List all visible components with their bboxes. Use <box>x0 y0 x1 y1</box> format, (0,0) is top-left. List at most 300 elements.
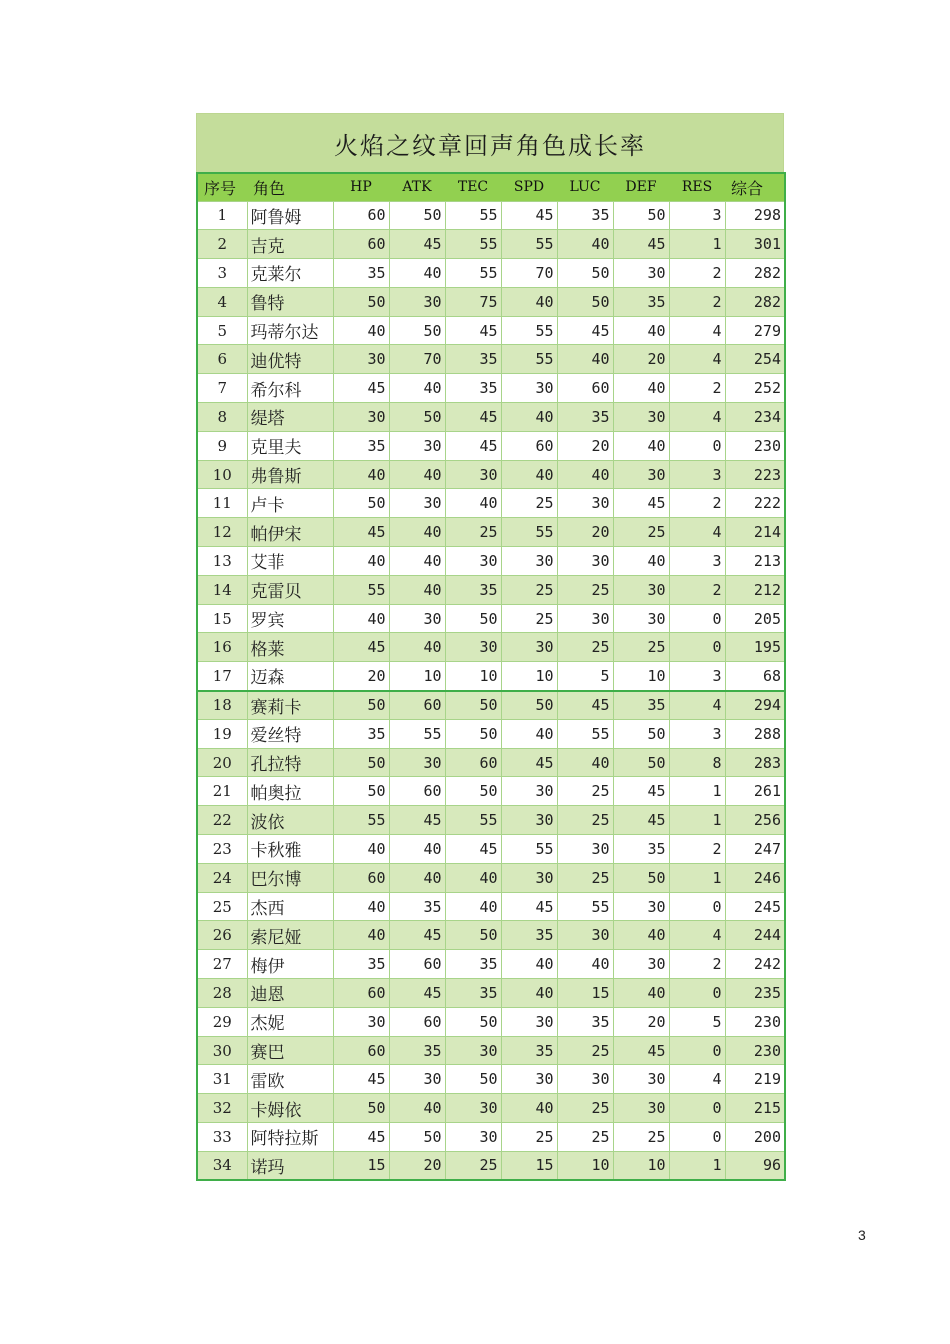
cell-luc: 20 <box>557 431 613 460</box>
cell-atk: 50 <box>389 403 445 432</box>
cell-luc: 25 <box>557 1094 613 1123</box>
cell-index: 26 <box>197 921 247 950</box>
cell-tec: 55 <box>445 230 501 259</box>
cell-def: 35 <box>613 691 669 720</box>
cell-spd: 30 <box>501 806 557 835</box>
cell-hp: 40 <box>333 604 389 633</box>
cell-res: 0 <box>669 892 725 921</box>
cell-total: 68 <box>725 662 785 691</box>
table-row <box>197 575 785 604</box>
cell-tec: 30 <box>445 633 501 662</box>
cell-index: 7 <box>197 374 247 403</box>
cell-atk: 35 <box>389 892 445 921</box>
cell-total: 301 <box>725 230 785 259</box>
cell-index: 17 <box>197 662 247 691</box>
cell-tec: 55 <box>445 201 501 230</box>
cell-luc: 35 <box>557 201 613 230</box>
cell-character: 卡秋雅 <box>247 835 333 864</box>
cell-total: 214 <box>725 518 785 547</box>
table-row <box>197 863 785 892</box>
cell-spd: 40 <box>501 460 557 489</box>
cell-tec: 45 <box>445 835 501 864</box>
cell-atk: 40 <box>389 518 445 547</box>
table-row <box>197 604 785 633</box>
cell-atk: 30 <box>389 431 445 460</box>
cell-spd: 15 <box>501 1151 557 1180</box>
table-row <box>197 230 785 259</box>
cell-res: 4 <box>669 316 725 345</box>
cell-def: 20 <box>613 1007 669 1036</box>
cell-atk: 70 <box>389 345 445 374</box>
cell-index: 8 <box>197 403 247 432</box>
table-row <box>197 460 785 489</box>
table-row <box>197 1151 785 1180</box>
table-row <box>197 403 785 432</box>
cell-res: 0 <box>669 1123 725 1152</box>
cell-character: 弗鲁斯 <box>247 460 333 489</box>
cell-total: 288 <box>725 719 785 748</box>
cell-character: 希尔科 <box>247 374 333 403</box>
cell-spd: 55 <box>501 345 557 374</box>
cell-def: 10 <box>613 1151 669 1180</box>
cell-character: 爱丝特 <box>247 719 333 748</box>
cell-atk: 40 <box>389 374 445 403</box>
cell-total: 205 <box>725 604 785 633</box>
cell-res: 4 <box>669 403 725 432</box>
cell-res: 3 <box>669 719 725 748</box>
cell-tec: 30 <box>445 1036 501 1065</box>
cell-res: 2 <box>669 950 725 979</box>
cell-hp: 30 <box>333 403 389 432</box>
cell-luc: 60 <box>557 374 613 403</box>
cell-total: 222 <box>725 489 785 518</box>
cell-character: 雷欧 <box>247 1065 333 1094</box>
cell-spd: 55 <box>501 316 557 345</box>
table-row <box>197 719 785 748</box>
cell-luc: 35 <box>557 1007 613 1036</box>
cell-tec: 75 <box>445 287 501 316</box>
table-row <box>197 259 785 288</box>
cell-character: 缇塔 <box>247 403 333 432</box>
cell-tec: 55 <box>445 259 501 288</box>
cell-total: 294 <box>725 691 785 720</box>
cell-spd: 30 <box>501 374 557 403</box>
cell-res: 1 <box>669 863 725 892</box>
cell-atk: 40 <box>389 575 445 604</box>
cell-atk: 30 <box>389 748 445 777</box>
table-row <box>197 518 785 547</box>
cell-def: 30 <box>613 950 669 979</box>
page-number: 3 <box>858 1227 866 1243</box>
cell-def: 20 <box>613 345 669 374</box>
cell-res: 1 <box>669 1151 725 1180</box>
cell-luc: 45 <box>557 316 613 345</box>
cell-res: 0 <box>669 979 725 1008</box>
cell-hp: 35 <box>333 950 389 979</box>
cell-total: 256 <box>725 806 785 835</box>
cell-luc: 50 <box>557 287 613 316</box>
cell-hp: 60 <box>333 863 389 892</box>
cell-hp: 45 <box>333 1065 389 1094</box>
table-title: 火焰之纹章回声角色成长率 <box>196 113 784 172</box>
cell-hp: 50 <box>333 489 389 518</box>
cell-spd: 40 <box>501 979 557 1008</box>
cell-res: 2 <box>669 575 725 604</box>
cell-atk: 30 <box>389 489 445 518</box>
cell-def: 25 <box>613 518 669 547</box>
cell-def: 30 <box>613 1094 669 1123</box>
cell-character: 诺玛 <box>247 1151 333 1180</box>
cell-index: 5 <box>197 316 247 345</box>
table-row <box>197 633 785 662</box>
cell-character: 杰西 <box>247 892 333 921</box>
cell-hp: 45 <box>333 633 389 662</box>
cell-total: 215 <box>725 1094 785 1123</box>
cell-luc: 25 <box>557 1123 613 1152</box>
cell-atk: 55 <box>389 719 445 748</box>
cell-luc: 40 <box>557 345 613 374</box>
table-row <box>197 806 785 835</box>
cell-tec: 25 <box>445 1151 501 1180</box>
cell-luc: 40 <box>557 950 613 979</box>
cell-index: 12 <box>197 518 247 547</box>
cell-spd: 30 <box>501 547 557 576</box>
table-row <box>197 1036 785 1065</box>
cell-index: 3 <box>197 259 247 288</box>
cell-luc: 30 <box>557 489 613 518</box>
cell-atk: 40 <box>389 547 445 576</box>
cell-index: 31 <box>197 1065 247 1094</box>
cell-tec: 50 <box>445 921 501 950</box>
cell-hp: 50 <box>333 777 389 806</box>
cell-def: 50 <box>613 201 669 230</box>
growth-rate-table <box>196 172 786 1181</box>
cell-luc: 30 <box>557 604 613 633</box>
cell-hp: 50 <box>333 1094 389 1123</box>
table-row <box>197 1065 785 1094</box>
cell-def: 45 <box>613 1036 669 1065</box>
cell-total: 230 <box>725 1036 785 1065</box>
cell-def: 25 <box>613 633 669 662</box>
cell-atk: 45 <box>389 230 445 259</box>
cell-def: 50 <box>613 863 669 892</box>
cell-character: 赛巴 <box>247 1036 333 1065</box>
cell-character: 迪恩 <box>247 979 333 1008</box>
cell-luc: 50 <box>557 259 613 288</box>
cell-res: 1 <box>669 806 725 835</box>
cell-total: 279 <box>725 316 785 345</box>
cell-def: 45 <box>613 489 669 518</box>
cell-hp: 50 <box>333 748 389 777</box>
cell-tec: 25 <box>445 518 501 547</box>
cell-index: 10 <box>197 460 247 489</box>
cell-index: 34 <box>197 1151 247 1180</box>
cell-total: 96 <box>725 1151 785 1180</box>
table-row <box>197 201 785 230</box>
cell-index: 13 <box>197 547 247 576</box>
table-row <box>197 1094 785 1123</box>
cell-index: 28 <box>197 979 247 1008</box>
cell-spd: 25 <box>501 604 557 633</box>
cell-total: 242 <box>725 950 785 979</box>
cell-res: 3 <box>669 547 725 576</box>
cell-character: 阿鲁姆 <box>247 201 333 230</box>
growth-rate-sheet <box>196 113 784 1181</box>
cell-index: 27 <box>197 950 247 979</box>
cell-luc: 40 <box>557 748 613 777</box>
cell-tec: 45 <box>445 403 501 432</box>
cell-total: 223 <box>725 460 785 489</box>
cell-atk: 40 <box>389 259 445 288</box>
cell-atk: 50 <box>389 1123 445 1152</box>
cell-character: 孔拉特 <box>247 748 333 777</box>
cell-total: 235 <box>725 979 785 1008</box>
cell-hp: 60 <box>333 979 389 1008</box>
cell-character: 卡姆依 <box>247 1094 333 1123</box>
cell-hp: 30 <box>333 345 389 374</box>
cell-index: 30 <box>197 1036 247 1065</box>
cell-atk: 30 <box>389 604 445 633</box>
cell-res: 3 <box>669 201 725 230</box>
cell-spd: 40 <box>501 719 557 748</box>
cell-tec: 30 <box>445 1094 501 1123</box>
cell-res: 4 <box>669 921 725 950</box>
cell-hp: 60 <box>333 230 389 259</box>
cell-hp: 15 <box>333 1151 389 1180</box>
cell-character: 鲁特 <box>247 287 333 316</box>
cell-spd: 45 <box>501 748 557 777</box>
cell-spd: 45 <box>501 892 557 921</box>
cell-hp: 40 <box>333 460 389 489</box>
cell-index: 24 <box>197 863 247 892</box>
cell-res: 3 <box>669 460 725 489</box>
cell-character: 赛莉卡 <box>247 691 333 720</box>
cell-res: 2 <box>669 835 725 864</box>
cell-tec: 50 <box>445 691 501 720</box>
cell-tec: 30 <box>445 547 501 576</box>
cell-atk: 35 <box>389 1036 445 1065</box>
cell-index: 1 <box>197 201 247 230</box>
cell-spd: 30 <box>501 863 557 892</box>
cell-res: 2 <box>669 259 725 288</box>
cell-total: 200 <box>725 1123 785 1152</box>
cell-character: 巴尔博 <box>247 863 333 892</box>
cell-luc: 30 <box>557 547 613 576</box>
cell-index: 14 <box>197 575 247 604</box>
cell-hp: 50 <box>333 287 389 316</box>
cell-tec: 50 <box>445 604 501 633</box>
cell-character: 迪优特 <box>247 345 333 374</box>
header-row <box>197 173 785 201</box>
cell-character: 杰妮 <box>247 1007 333 1036</box>
cell-res: 0 <box>669 633 725 662</box>
cell-tec: 50 <box>445 1007 501 1036</box>
cell-res: 4 <box>669 518 725 547</box>
cell-hp: 40 <box>333 921 389 950</box>
cell-character: 玛蒂尔达 <box>247 316 333 345</box>
cell-spd: 30 <box>501 777 557 806</box>
cell-res: 1 <box>669 230 725 259</box>
cell-total: 244 <box>725 921 785 950</box>
cell-spd: 35 <box>501 921 557 950</box>
cell-def: 50 <box>613 719 669 748</box>
cell-hp: 35 <box>333 719 389 748</box>
table-row <box>197 777 785 806</box>
cell-hp: 45 <box>333 374 389 403</box>
cell-total: 234 <box>725 403 785 432</box>
header-total: 综合 <box>731 178 764 198</box>
cell-hp: 40 <box>333 892 389 921</box>
table-row <box>197 489 785 518</box>
cell-tec: 40 <box>445 863 501 892</box>
cell-index: 32 <box>197 1094 247 1123</box>
cell-index: 9 <box>197 431 247 460</box>
header-index: 序号 <box>204 178 237 198</box>
cell-spd: 25 <box>501 1123 557 1152</box>
table-row <box>197 431 785 460</box>
cell-total: 230 <box>725 431 785 460</box>
cell-spd: 30 <box>501 633 557 662</box>
cell-def: 35 <box>613 287 669 316</box>
cell-def: 10 <box>613 662 669 691</box>
cell-luc: 45 <box>557 691 613 720</box>
cell-atk: 60 <box>389 691 445 720</box>
cell-res: 0 <box>669 431 725 460</box>
header-luc: LUC <box>569 179 601 196</box>
cell-def: 40 <box>613 316 669 345</box>
cell-res: 5 <box>669 1007 725 1036</box>
cell-def: 30 <box>613 892 669 921</box>
cell-def: 45 <box>613 230 669 259</box>
cell-tec: 60 <box>445 748 501 777</box>
cell-atk: 20 <box>389 1151 445 1180</box>
cell-tec: 35 <box>445 374 501 403</box>
cell-atk: 30 <box>389 287 445 316</box>
cell-luc: 40 <box>557 460 613 489</box>
cell-atk: 40 <box>389 835 445 864</box>
cell-spd: 10 <box>501 662 557 691</box>
cell-def: 30 <box>613 460 669 489</box>
cell-total: 246 <box>725 863 785 892</box>
cell-spd: 35 <box>501 1036 557 1065</box>
table-row <box>197 835 785 864</box>
cell-spd: 55 <box>501 835 557 864</box>
cell-hp: 30 <box>333 1007 389 1036</box>
cell-spd: 50 <box>501 691 557 720</box>
cell-luc: 30 <box>557 1065 613 1094</box>
table-row <box>197 287 785 316</box>
cell-total: 195 <box>725 633 785 662</box>
cell-index: 23 <box>197 835 247 864</box>
cell-res: 0 <box>669 1036 725 1065</box>
cell-spd: 30 <box>501 1007 557 1036</box>
cell-spd: 45 <box>501 201 557 230</box>
cell-hp: 60 <box>333 1036 389 1065</box>
cell-atk: 30 <box>389 1065 445 1094</box>
cell-total: 230 <box>725 1007 785 1036</box>
cell-index: 19 <box>197 719 247 748</box>
cell-luc: 25 <box>557 777 613 806</box>
table-row <box>197 662 785 691</box>
cell-atk: 50 <box>389 316 445 345</box>
cell-index: 25 <box>197 892 247 921</box>
table-row <box>197 1007 785 1036</box>
cell-def: 40 <box>613 431 669 460</box>
cell-total: 298 <box>725 201 785 230</box>
cell-def: 30 <box>613 604 669 633</box>
table-row <box>197 892 785 921</box>
cell-def: 30 <box>613 403 669 432</box>
cell-spd: 40 <box>501 1094 557 1123</box>
cell-def: 50 <box>613 748 669 777</box>
cell-index: 4 <box>197 287 247 316</box>
cell-hp: 35 <box>333 431 389 460</box>
cell-def: 30 <box>613 259 669 288</box>
cell-index: 20 <box>197 748 247 777</box>
cell-spd: 25 <box>501 575 557 604</box>
table-row <box>197 547 785 576</box>
cell-index: 33 <box>197 1123 247 1152</box>
cell-total: 213 <box>725 547 785 576</box>
cell-index: 21 <box>197 777 247 806</box>
cell-character: 艾菲 <box>247 547 333 576</box>
table-row <box>197 979 785 1008</box>
table-body <box>197 201 785 1180</box>
cell-luc: 40 <box>557 230 613 259</box>
cell-character: 梅伊 <box>247 950 333 979</box>
cell-def: 30 <box>613 1065 669 1094</box>
cell-character: 吉克 <box>247 230 333 259</box>
cell-atk: 60 <box>389 950 445 979</box>
cell-tec: 45 <box>445 431 501 460</box>
cell-luc: 25 <box>557 1036 613 1065</box>
cell-spd: 30 <box>501 1065 557 1094</box>
cell-tec: 45 <box>445 316 501 345</box>
cell-spd: 55 <box>501 230 557 259</box>
cell-character: 波依 <box>247 806 333 835</box>
cell-character: 迈森 <box>247 662 333 691</box>
cell-tec: 35 <box>445 345 501 374</box>
cell-index: 6 <box>197 345 247 374</box>
cell-total: 219 <box>725 1065 785 1094</box>
cell-hp: 40 <box>333 835 389 864</box>
cell-tec: 50 <box>445 719 501 748</box>
table-row <box>197 921 785 950</box>
cell-hp: 50 <box>333 691 389 720</box>
cell-luc: 10 <box>557 1151 613 1180</box>
header-res: RES <box>681 179 713 196</box>
cell-character: 卢卡 <box>247 489 333 518</box>
cell-spd: 40 <box>501 287 557 316</box>
header-hp: HP <box>350 179 372 196</box>
cell-def: 35 <box>613 835 669 864</box>
header-def: DEF <box>625 179 657 196</box>
cell-atk: 60 <box>389 1007 445 1036</box>
cell-character: 索尼娅 <box>247 921 333 950</box>
cell-character: 帕奥拉 <box>247 777 333 806</box>
cell-hp: 40 <box>333 316 389 345</box>
cell-tec: 30 <box>445 1123 501 1152</box>
cell-index: 16 <box>197 633 247 662</box>
cell-hp: 20 <box>333 662 389 691</box>
cell-hp: 40 <box>333 547 389 576</box>
cell-atk: 45 <box>389 979 445 1008</box>
cell-luc: 25 <box>557 863 613 892</box>
cell-luc: 5 <box>557 662 613 691</box>
cell-tec: 40 <box>445 892 501 921</box>
cell-res: 4 <box>669 345 725 374</box>
cell-def: 40 <box>613 547 669 576</box>
